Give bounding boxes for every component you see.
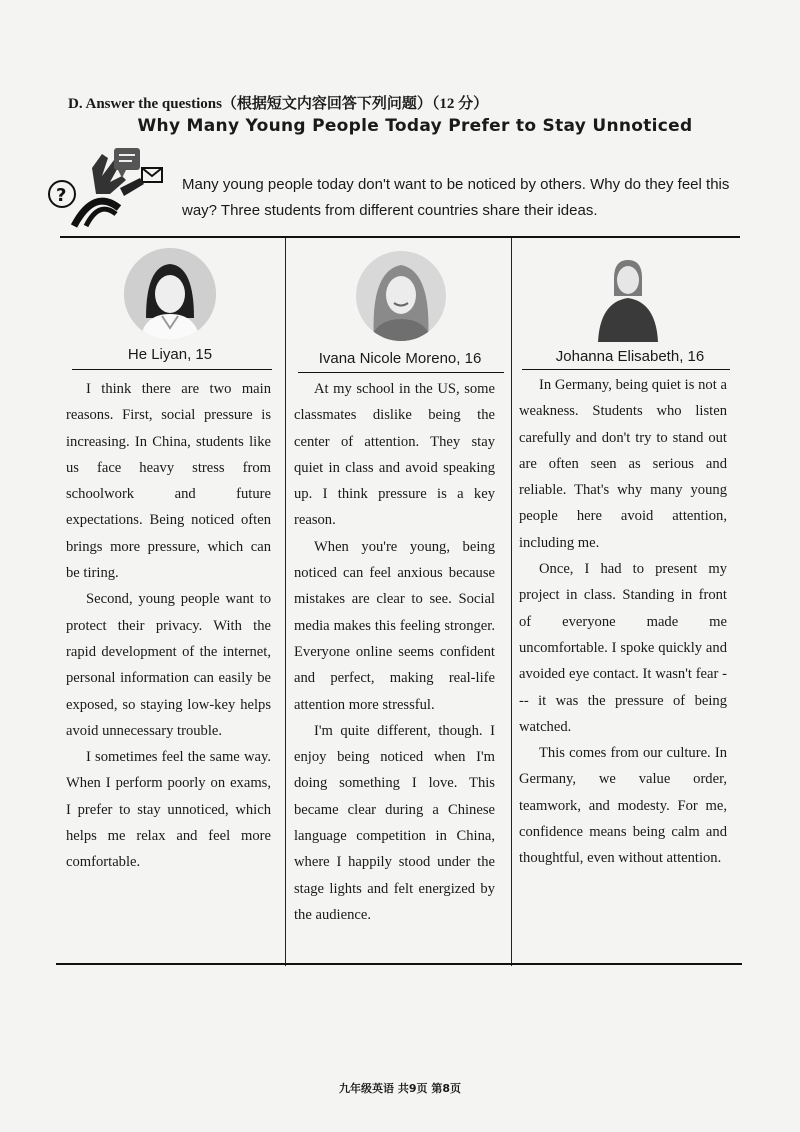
paragraph: Once, I had to present my project in class. Standing in front of everyone made me uncomfortable. I spoke quickly and avoided eye contact. It wasn't fear --- it was the pressure of being watched. [519, 561, 727, 735]
column-divider [285, 238, 286, 966]
name-underline [298, 372, 504, 373]
bottom-divider [56, 963, 742, 965]
top-divider [60, 236, 740, 238]
speech-bubble-hand-icon [44, 148, 164, 228]
paragraph: I think there are two main reasons. First, social pressure is increasing. In China, students like us face heavy stress from schoolwork and future expectations. Being noticed often brings more pressure, which can be tiring. [66, 381, 271, 582]
paragraph: At my school in the US, some classmates dislike being the center of attention. They stay quiet in class and avoid speaking up. I think pressure is a key reason. [294, 381, 495, 529]
article-title: Why Many Young People Today Prefer to Stay Unnoticed [137, 116, 693, 136]
student-photo [596, 256, 660, 342]
name-underline [522, 369, 730, 370]
page-footer: 九年级英语 共9页 第8页 [339, 1082, 461, 1095]
paragraph: In Germany, being quiet is not a weakness. Students who listen carefully and don't try to stand out are often seen as serious and reliable. That's why many young people here avoid attention, including me. [519, 377, 727, 551]
name-underline [72, 369, 272, 370]
section-heading: D. Answer the questions（根据短文内容回答下列问题）（12 分） [68, 96, 489, 112]
student-text-column [294, 376, 495, 928]
intro-text: Many young people today don't want to be noticed by others. Why do they feel this way? Three students from different countries share their ideas. [182, 176, 730, 219]
paragraph: This comes from our culture. In Germany, we value order, teamwork, and modesty. For me, confidence means being calm and thoughtful, even without attention. [519, 745, 727, 867]
paragraph: When you're young, being noticed can feel anxious because mistakes are clear to see. Social media makes this feeling stronger. Everyone online seems confident and perfect, making real-life attention more stressful. [294, 538, 495, 713]
student-name: Ivana Nicole Moreno, 16 [318, 350, 482, 367]
student-name: He Liyan, 15 [127, 346, 213, 363]
student-text-column [66, 376, 271, 876]
svg-text:?: ? [56, 185, 67, 206]
student-name: Johanna Elisabeth, 16 [555, 348, 705, 365]
student-text-column [519, 372, 727, 872]
paragraph: I sometimes feel the same way. When I perform poorly on exams, I prefer to stay unnoticed, which helps me relax and feel more comfortable. [66, 749, 271, 871]
student-photo-avatar [356, 251, 446, 341]
paragraph: Second, young people want to protect their privacy. With the rapid development of the internet, personal information can easily be exposed, so staying low-key helps avoid unnecessary trouble. [66, 591, 271, 739]
student-photo-avatar [124, 248, 216, 340]
column-divider [511, 238, 512, 966]
paragraph: I'm quite different, though. I enjoy being noticed when I'm doing something I love. This became clear during a Chinese language competition in China, where I happily stood under the stage lights and felt energized by the audience. [294, 722, 495, 923]
